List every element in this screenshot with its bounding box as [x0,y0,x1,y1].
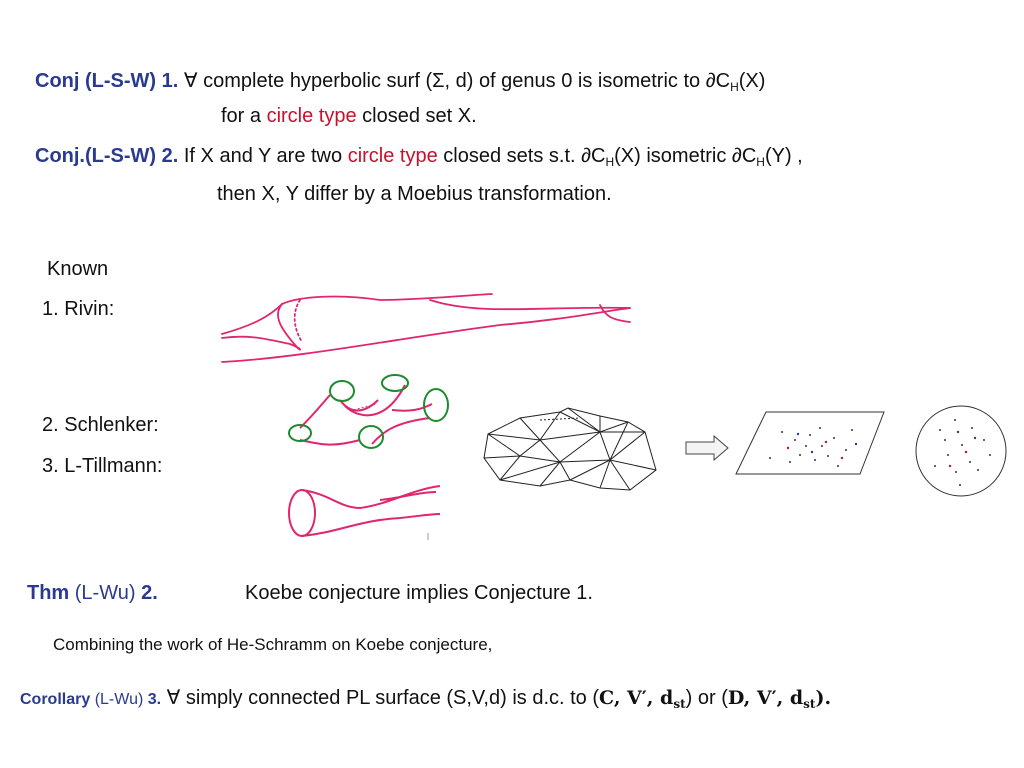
ch-arg: (X) [738,70,766,92]
ch-sub: H [605,155,615,169]
conj1-post: , d) of genus 0 is isometric to [444,70,706,92]
ch-sub: H [730,80,739,94]
conj2-mid: closed sets s.t. [437,145,582,167]
thm-number: 2. [141,582,158,604]
conj2-circle-type: circle type [347,145,438,167]
ch-sub: H [756,155,765,169]
thm-bold: Thm [27,582,70,604]
st-sub: st [803,697,816,711]
conj2-line2: then X, Y differ by a Moebius transformation. [217,183,612,205]
partial-symbol: ∂ [705,70,716,92]
c-space: C, V′, d [599,687,674,709]
known-item-schlenker: 2. Schlenker: [42,414,159,436]
partial-symbol: ∂ [731,145,742,167]
conj1-label: Conj (L-S-W) 1. [35,70,179,92]
ch-base: C [715,70,731,92]
known-heading: Known [47,258,109,280]
corollary-end: ). [815,687,832,709]
or-word: ) or ( [685,687,728,709]
combining-text: Combining the work of He-Schramm on Koebe conjecture, [53,635,493,654]
corollary-bold: Corollary [20,691,91,708]
known-item-rivin: 1. Rivin: [42,298,115,320]
ch-base: C [741,145,757,167]
conj1-line2-post: closed set X. [356,105,477,127]
corollary-number: 3. [147,691,162,708]
sigma-symbol: Σ [432,70,445,92]
st-sub: st [673,697,686,711]
known-item-tillmann: 3. L-Tillmann: [42,455,163,477]
corollary [20,685,831,711]
ch-arg-x: (X) [614,145,641,167]
ch-arg-y: (Y) , [764,145,803,167]
conj2-pre: If X and Y are two [183,145,348,167]
corollary-text: ∀ simply connected PL surface (S,V,d) is d.c. to ( [161,687,600,709]
thm-statement: Koebe conjecture implies Conjecture 1. [245,582,593,604]
corollary-authors: (L-Wu) [90,691,148,708]
partial-symbol: ∂ [581,145,591,167]
isometric-word: isometric [640,145,732,167]
conj1-circle-type: circle type [266,105,357,127]
thm-authors: (L-Wu) [69,582,142,604]
conj1-pre: ∀ complete hyperbolic surf ( [183,70,433,92]
conj2-label: Conj.(L-S-W) 2. [35,145,179,167]
d-space: D, V′, d [727,687,804,709]
conj1-line2-pre: for a [221,105,267,127]
thm-label [27,582,158,605]
ch-base: C [591,145,606,167]
